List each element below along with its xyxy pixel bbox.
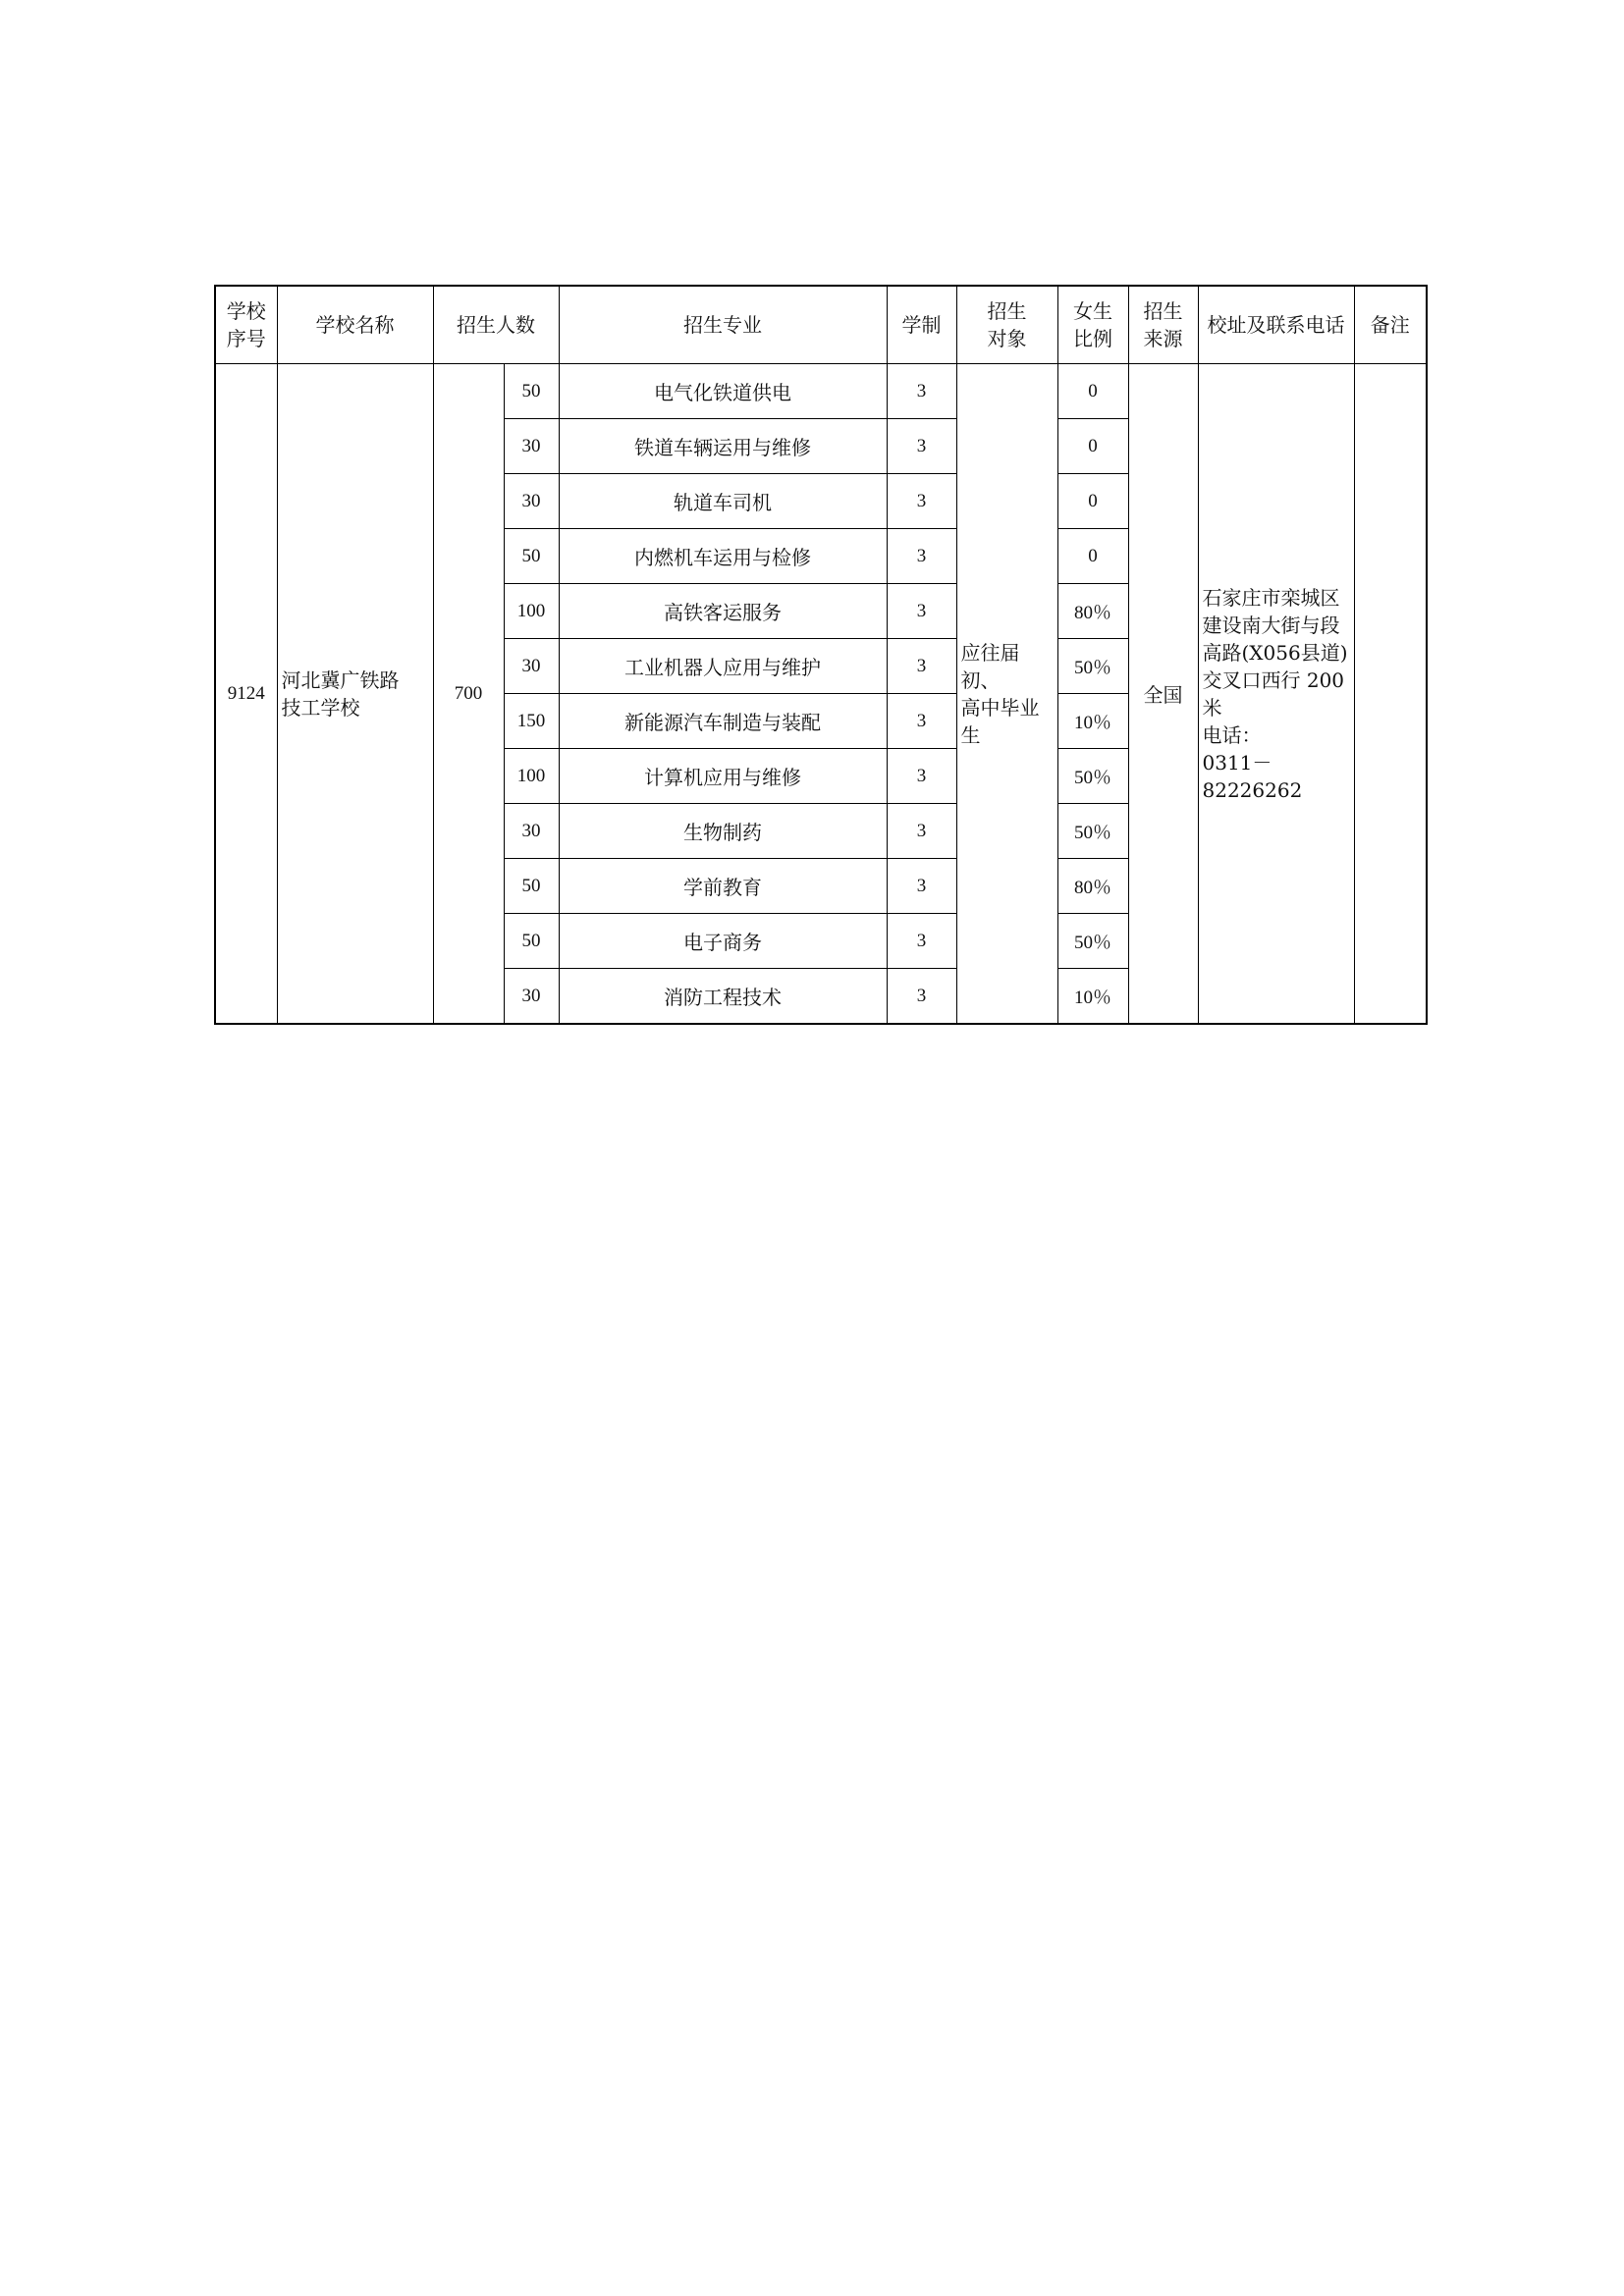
- count-cell: 30: [504, 419, 559, 474]
- enrollment-table: [214, 285, 1428, 1025]
- target-line: 高中毕业: [960, 695, 1040, 720]
- ratio-cell: 0: [1057, 529, 1128, 584]
- major-cell: 电子商务: [559, 914, 887, 969]
- duration-cell: 3: [887, 694, 956, 749]
- table-row: [215, 364, 1427, 419]
- major-cell: 计算机应用与维修: [559, 749, 887, 804]
- ratio-cell: 10％: [1057, 969, 1128, 1025]
- header-text: 招生: [1143, 299, 1183, 323]
- count-cell: 50: [504, 914, 559, 969]
- address-line: 电话：: [1202, 722, 1262, 747]
- duration-cell: 3: [887, 529, 956, 584]
- ratio-cell: 80％: [1057, 859, 1128, 914]
- ratio-cell: 50％: [1057, 804, 1128, 859]
- count-cell: 50: [504, 529, 559, 584]
- major-cell: 生物制药: [559, 804, 887, 859]
- header-remarks: 备注: [1354, 286, 1427, 364]
- header-text: 招生: [987, 299, 1027, 323]
- header-school-name: 学校名称: [277, 286, 433, 364]
- count-cell: 30: [504, 804, 559, 859]
- school-name-cell: [277, 364, 433, 1025]
- address-line: 交叉口西行 200: [1202, 667, 1345, 692]
- major-cell: 轨道车司机: [559, 474, 887, 529]
- target-line: 应往届初、: [960, 640, 1020, 692]
- address-line: 高路(X056县道): [1202, 640, 1348, 665]
- address-cell: [1198, 364, 1354, 1025]
- header-text: 学校: [226, 299, 266, 323]
- major-cell: 学前教育: [559, 859, 887, 914]
- header-text: 序号: [226, 327, 266, 350]
- ratio-cell: 50％: [1057, 639, 1128, 694]
- target-cell: [956, 364, 1057, 1025]
- address-line: 0311－82226262: [1202, 750, 1303, 802]
- major-cell: 高铁客运服务: [559, 584, 887, 639]
- count-cell: 50: [504, 364, 559, 419]
- duration-cell: 3: [887, 749, 956, 804]
- address-line: 建设南大街与段: [1202, 613, 1340, 637]
- count-cell: 150: [504, 694, 559, 749]
- header-text: 来源: [1143, 327, 1183, 350]
- header-text: 对象: [987, 327, 1027, 350]
- header-address: 校址及联系电话: [1198, 286, 1354, 364]
- duration-cell: 3: [887, 804, 956, 859]
- ratio-cell: 0: [1057, 419, 1128, 474]
- school-no-cell: 9124: [215, 364, 277, 1025]
- header-source: [1128, 286, 1198, 364]
- header-target: [956, 286, 1057, 364]
- duration-cell: 3: [887, 474, 956, 529]
- ratio-cell: 50％: [1057, 749, 1128, 804]
- school-name-line: 河北冀广铁路: [281, 667, 400, 692]
- major-cell: 新能源汽车制造与装配: [559, 694, 887, 749]
- target-line: 生: [960, 722, 981, 747]
- duration-cell: 3: [887, 859, 956, 914]
- header-school-no: [215, 286, 277, 364]
- duration-cell: 3: [887, 639, 956, 694]
- ratio-cell: 0: [1057, 364, 1128, 419]
- school-name-line: 技工学校: [281, 695, 360, 720]
- total-enrollment-cell: 700: [433, 364, 504, 1025]
- count-cell: 30: [504, 969, 559, 1025]
- duration-cell: 3: [887, 419, 956, 474]
- duration-cell: 3: [887, 584, 956, 639]
- ratio-cell: 0: [1057, 474, 1128, 529]
- count-cell: 30: [504, 639, 559, 694]
- remarks-cell: [1354, 364, 1427, 1025]
- ratio-cell: 50％: [1057, 914, 1128, 969]
- header-text: 女生: [1073, 299, 1112, 323]
- header-text: 比例: [1073, 327, 1112, 350]
- header-row: [215, 286, 1427, 364]
- major-cell: 消防工程技术: [559, 969, 887, 1025]
- major-cell: 内燃机车运用与检修: [559, 529, 887, 584]
- address-line: 石家庄市栾城区: [1202, 585, 1340, 610]
- major-cell: 电气化铁道供电: [559, 364, 887, 419]
- ratio-cell: 80％: [1057, 584, 1128, 639]
- count-cell: 100: [504, 749, 559, 804]
- duration-cell: 3: [887, 364, 956, 419]
- major-cell: 工业机器人应用与维护: [559, 639, 887, 694]
- header-female-ratio: [1057, 286, 1128, 364]
- header-enrollment: 招生人数: [433, 286, 559, 364]
- count-cell: 30: [504, 474, 559, 529]
- major-cell: 铁道车辆运用与维修: [559, 419, 887, 474]
- header-major: 招生专业: [559, 286, 887, 364]
- count-cell: 100: [504, 584, 559, 639]
- duration-cell: 3: [887, 969, 956, 1025]
- header-duration: 学制: [887, 286, 956, 364]
- ratio-cell: 10％: [1057, 694, 1128, 749]
- address-line: 米: [1202, 695, 1222, 720]
- count-cell: 50: [504, 859, 559, 914]
- duration-cell: 3: [887, 914, 956, 969]
- source-cell: 全国: [1128, 364, 1198, 1025]
